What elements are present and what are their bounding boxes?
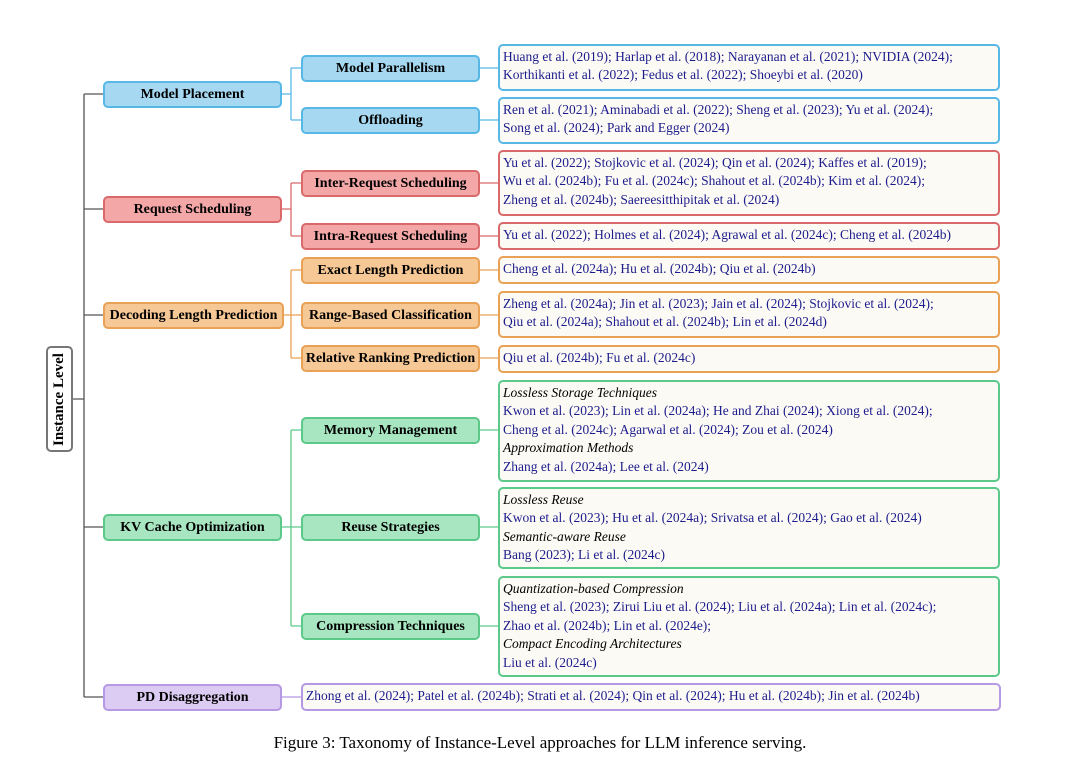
subcategory-offloading [301,107,480,134]
reference-line: Korthikanti et al. (2022); Fedus et al. (2022); Shoeybi et al. (2020) [503,67,863,83]
subcategory-relative-ranking-prediction [301,345,480,372]
figure-caption: Figure 3: Taxonomy of Instance-Level approaches for LLM inference serving. [273,733,807,752]
subcategory-memory-management [301,417,480,444]
subcategory-label: Exact Length Prediction [317,262,464,278]
category-label: KV Cache Optimization [120,519,265,535]
reference-line: Zhong et al. (2024); Patel et al. (2024b); Strati et al. (2024); Qin et al. (2024); Hu et al. (2024b); Jin et al. (2024b) [306,688,920,703]
subcategory-label: Range-Based Classification [309,307,472,323]
subcategory-exact-length-prediction [301,257,480,284]
leaf-offloading [498,97,1000,144]
category-model-placement [103,81,282,108]
leaf-inter-request-scheduling [498,150,1000,216]
subcategory-label: Inter-Request Scheduling [314,175,467,191]
group-heading: Approximation Methods [503,440,634,456]
leaf-intra-request-scheduling [498,222,1000,250]
group-heading: Semantic-aware Reuse [503,528,626,544]
reference-line: Cheng et al. (2024a); Hu et al. (2024b); Qiu et al. (2024b) [503,261,816,276]
leaf-pd-disaggregation [301,683,1001,711]
subcategory-model-parallelism [301,55,480,82]
subcategory-label: Intra-Request Scheduling [313,228,468,244]
subcategory-label: Reuse Strategies [341,519,440,535]
reference-line: Ren et al. (2021); Aminabadi et al. (2022); Sheng et al. (2023); Yu et al. (2024); [503,102,934,117]
group-heading: Quantization-based Compression [503,581,684,596]
reference-line: Huang et al. (2019); Harlap et al. (2018); Narayanan et al. (2021); NVIDIA (2024); [503,49,953,64]
subcategory-label: Offloading [358,112,423,128]
leaf-memory-management [498,380,1000,482]
category-label: PD Disaggregation [136,689,249,705]
reference-line: Wu et al. (2024b); Fu et al. (2024c); Shahout et al. (2024b); Kim et al. (2024); [503,173,925,189]
subcategory-range-based-classification [301,302,480,329]
subcategory-label: Relative Ranking Prediction [305,350,476,366]
reference-line: Liu et al. (2024c) [503,654,597,670]
reference-line: Zheng et al. (2024b); Saereesitthipitak et al. (2024) [503,191,780,207]
reference-line: Kwon et al. (2023); Hu et al. (2024a); Srivatsa et al. (2024); Gao et al. (2024) [503,510,922,526]
reference-line: Qiu et al. (2024b); Fu et al. (2024c) [503,350,696,365]
reference-line: Bang (2023); Li et al. (2024c) [503,547,665,563]
reference-line: Kwon et al. (2023); Lin et al. (2024a); He and Zhai (2024); Xiong et al. (2024); [503,403,933,419]
subcategory-intra-request-scheduling [301,223,480,250]
reference-line: Zheng et al. (2024a); Jin et al. (2023); Jain et al. (2024); Stojkovic et al. (2024); [503,296,934,311]
group-heading: Lossless Reuse [503,492,584,507]
root-node-instance-level [46,346,73,452]
reference-line: Sheng et al. (2023); Zirui Liu et al. (2024); Liu et al. (2024a); Lin et al. (2024c); [503,599,937,615]
group-heading: Compact Encoding Architectures [503,636,682,652]
root-connector [73,94,103,697]
group-heading: Lossless Storage Techniques [503,385,658,400]
category-pd-disaggregation [103,684,282,711]
reference-line: Cheng et al. (2024c); Agarwal et al. (2024); Zou et al. (2024) [503,421,833,437]
subcategory-compression-techniques [301,613,480,640]
category-decoding-length-prediction [103,302,284,329]
category-label: Decoding Length Prediction [109,307,278,323]
subcategory-label: Memory Management [323,422,458,438]
leaf-compression-techniques [498,576,1000,677]
reference-line: Song et al. (2024); Park and Egger (2024) [503,120,730,136]
category-label: Model Placement [140,86,245,102]
leaf-range-based-classification [498,291,1000,338]
reference-line: Qiu et al. (2024a); Shahout et al. (2024b); Lin et al. (2024d) [503,314,827,330]
reference-line: Yu et al. (2022); Holmes et al. (2024); Agrawal et al. (2024c); Cheng et al. (2024b) [503,227,952,242]
category-request-scheduling [103,196,282,223]
leaf-exact-length-prediction [498,256,1000,284]
root-label: Instance Level [51,352,68,446]
category-kv-cache-optimization [103,514,282,541]
reference-line: Yu et al. (2022); Stojkovic et al. (2024); Qin et al. (2024); Kaffes et al. (2019); [503,155,927,170]
leaf-model-parallelism [498,44,1000,91]
subcategory-inter-request-scheduling [301,170,480,197]
category-label: Request Scheduling [133,201,252,217]
subcategory-label: Model Parallelism [335,60,446,76]
subcategory-label: Compression Techniques [316,618,465,634]
leaf-relative-ranking-prediction [498,345,1000,373]
reference-line: Zhang et al. (2024a); Lee et al. (2024) [503,458,709,474]
subcategory-reuse-strategies [301,514,480,541]
leaf-reuse-strategies [498,487,1000,569]
reference-line: Zhao et al. (2024b); Lin et al. (2024e); [503,617,712,633]
